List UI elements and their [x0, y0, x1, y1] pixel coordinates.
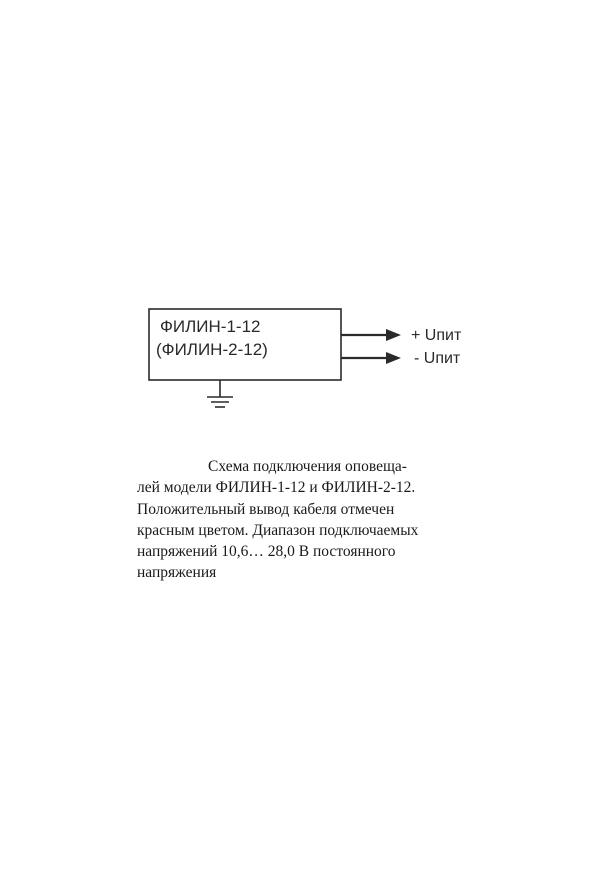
positive-terminal-label: + Uпит [411, 327, 462, 344]
device-model-primary: ФИЛИН-1-12 [160, 317, 261, 336]
caption-line: Схема подключения оповеща- [208, 458, 407, 475]
caption-line: лей модели ФИЛИН-1-12 и ФИЛИН-2-12. [137, 479, 416, 497]
device-model-secondary: (ФИЛИН-2-12) [156, 340, 268, 359]
caption-line: напряжений 10,6… 28,0 В постоянного [137, 543, 396, 561]
positive-arrow-icon [341, 329, 401, 341]
ground-icon [207, 380, 233, 407]
negative-arrow-icon [341, 352, 401, 364]
negative-terminal-label: - Uпит [414, 350, 461, 367]
caption-line: красным цветом. Диапазон подключаемых [137, 521, 419, 539]
caption-line: Положительный вывод кабеля отмечен [137, 500, 395, 518]
caption-line: напряжения [137, 564, 217, 582]
diagram-caption [137, 456, 477, 584]
